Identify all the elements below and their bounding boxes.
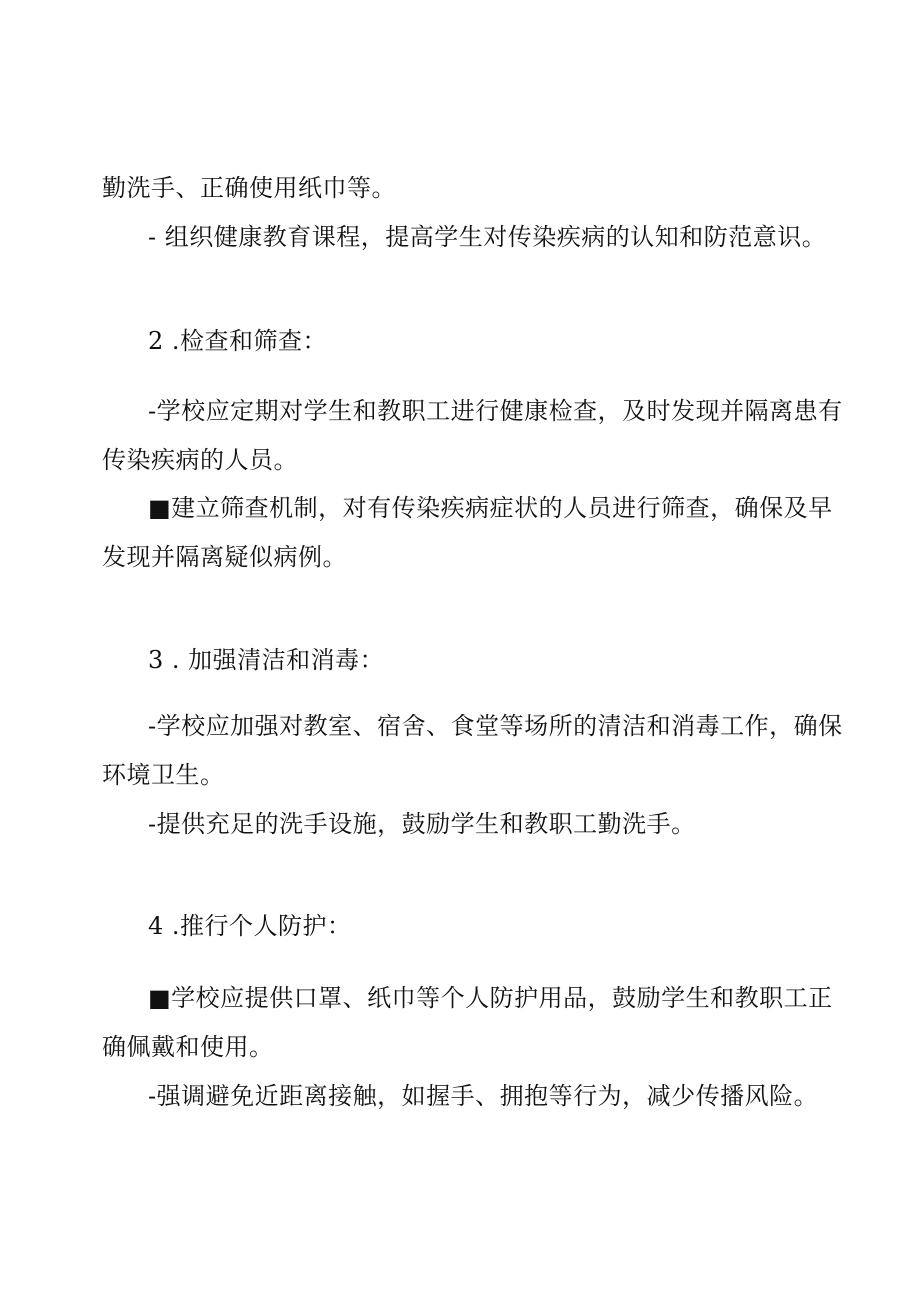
- section-heading-2: 2 .检查和筛查：: [148, 327, 328, 355]
- section-heading-3: 3 . 加强清洁和消毒：: [148, 646, 385, 674]
- bullet-item: ■建立筛查机制，对有传染疾病症状的人员进行筛查，确保及早: [148, 494, 833, 522]
- bullet-item: -学校应加强对教室、宿舍、食堂等场所的清洁和消毒工作，确保: [148, 712, 843, 740]
- bullet-item: -强调避免近距离接触，如握手、拥抱等行为，减少传播风险。: [148, 1082, 819, 1110]
- bullet-item: -学校应定期对学生和教职工进行健康检查，及时发现并隔离患有: [148, 397, 843, 425]
- bullet-item: -提供充足的洗手设施，鼓励学生和教职工勤洗手。: [148, 810, 696, 838]
- bullet-item-continuation: 发现并隔离疑似病例。: [102, 543, 347, 571]
- bullet-item-continuation: 环境卫生。: [102, 761, 225, 789]
- bullet-item: - 组织健康教育课程，提高学生对传染疾病的认知和防范意识。: [148, 223, 827, 251]
- section-heading-4: 4 .推行个人防护：: [148, 912, 352, 940]
- paragraph-continuation: 勤洗手、正确使用纸巾等。: [102, 174, 396, 202]
- bullet-item: ■学校应提供口罩、纸巾等个人防护用品，鼓励学生和教职工正: [148, 984, 833, 1012]
- bullet-item-continuation: 传染疾病的人员。: [102, 446, 298, 474]
- bullet-item-continuation: 确佩戴和使用。: [102, 1033, 274, 1061]
